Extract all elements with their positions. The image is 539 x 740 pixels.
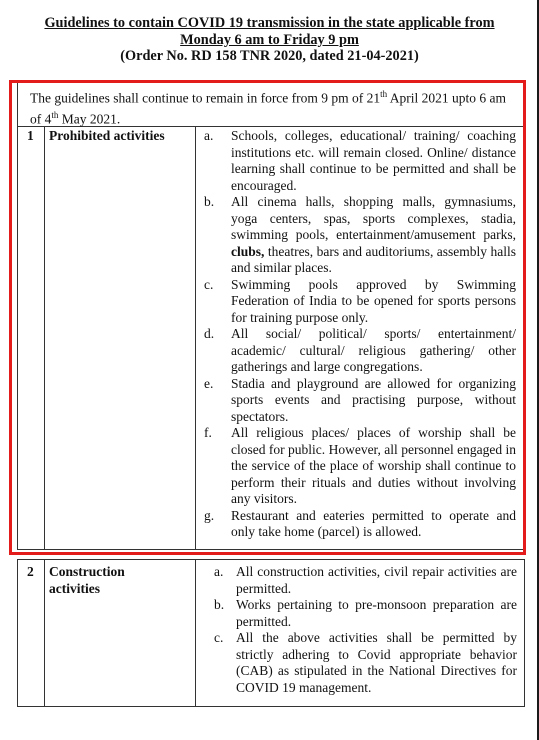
row-category: Prohibited activities: [49, 128, 165, 143]
construction-activities-list: [214, 564, 517, 696]
column-divider: [195, 559, 196, 707]
item-text: Swimming pools approved by Swimming Federation of India to be opened for sports persons for training purpose only.: [231, 276, 516, 325]
item-letter: b.: [214, 597, 225, 612]
item-letter: f.: [204, 425, 212, 440]
row-number: 2: [27, 564, 34, 579]
list-item: [214, 597, 517, 630]
document-title: [0, 15, 539, 65]
item-letter: e.: [204, 375, 214, 391]
item-letter: a.: [214, 564, 224, 579]
item-text-part: theatres, bars and auditoriums, assembly halls and similar places.: [231, 243, 516, 275]
item-letter: a.: [204, 128, 214, 143]
list-item: [214, 630, 517, 696]
intro-text: The guidelines shall continue to remain in force from 9 pm of 21: [30, 90, 381, 106]
item-text: Schools, colleges, educational/ training/ coaching institutions etc. will remain closed. Online/ distance learning shall continue to be permitted and shall be encouraged.: [231, 128, 516, 193]
ordinal-suffix: th: [380, 89, 388, 99]
highlight-box: [9, 80, 526, 555]
item-text: Stadia and playground are allowed for organizing sports events and practising purpose, without spectators.: [231, 375, 516, 424]
item-text: All social/ political/ sports/ entertainment/ academic/ cultural/ religious gathering/ other gatherings and large congregations.: [231, 326, 516, 374]
item-text: All construction activities, civil repair activities are permitted.: [236, 564, 517, 596]
item-text: All the above activities shall be permitted by strictly adhering to Covid appropriate behavior (CAB) as stipulated in the National Directives for COVID 19 management.: [236, 630, 517, 695]
row-number: 1: [27, 128, 34, 143]
item-text-part: All cinema halls, shopping malls, gymnasiums, yoga centers, spas, sports complexes, stadia, swimming pools, entertainment/amusement parks,: [231, 194, 516, 242]
item-text: All religious places/ places of worship shall be closed for public. However, all personnel engaged in the service of the place of worship shall continue to perform their rituals and duties without involving any visitors.: [231, 425, 516, 506]
title-line-1: Guidelines to contain COVID 19 transmission in the state applicable from: [44, 15, 495, 31]
row-category: Construction activities: [49, 564, 125, 596]
list-item: [214, 564, 517, 597]
column-divider: [44, 559, 45, 707]
item-letter: b.: [204, 194, 215, 209]
item-letter: d.: [204, 326, 215, 341]
item-letter: c.: [204, 276, 214, 292]
item-text: Works pertaining to pre-monsoon preparation are permitted.: [236, 597, 517, 629]
intro-text: May 2021.: [58, 111, 121, 126]
item-letter: g.: [204, 507, 215, 523]
item-text: Restaurant and eateries permitted to operate and only take home (parcel) is allowed.: [231, 507, 516, 539]
item-letter: c.: [214, 630, 224, 645]
intro-text: April 2021 upto 6 am of 4: [30, 90, 507, 126]
title-line-3: (Order No. RD 158 TNR 2020, dated 21-04-2021): [120, 48, 419, 64]
item-text-bold: clubs,: [231, 243, 265, 259]
ordinal-suffix: th: [51, 109, 59, 120]
title-line-2: Monday 6 am to Friday 9 pm: [180, 31, 359, 48]
